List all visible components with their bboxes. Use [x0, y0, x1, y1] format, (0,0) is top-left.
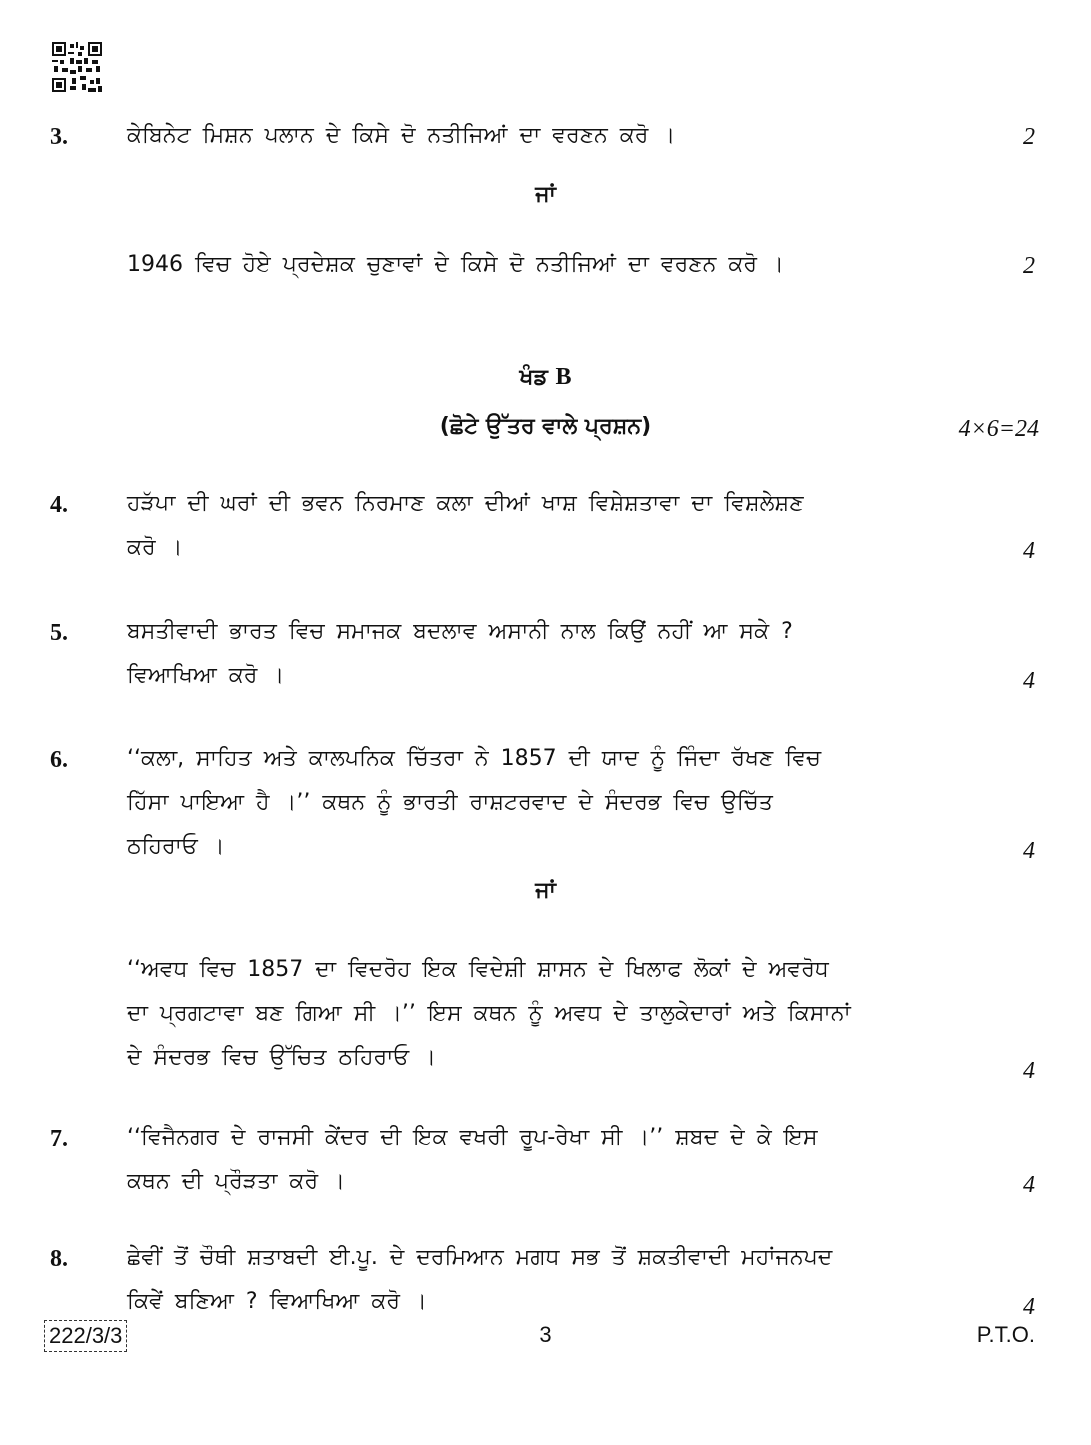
question-number-6: 6. — [50, 747, 68, 773]
question-4-marks: 4 — [1023, 538, 1035, 564]
question-7-line-2: ਕਥਨ ਦੀ ਪ੍ਰੌੜਤਾ ਕਰੋ । — [127, 1169, 345, 1194]
section-b-subtitle: (ਛੋਟੇ ਉੱਤਰ ਵਾਲੇ ਪ੍ਰਸ਼ਨ) — [439, 414, 652, 439]
question-number-8: 8. — [50, 1246, 68, 1272]
question-6-text — [127, 737, 982, 869]
question-5-marks: 4 — [1023, 668, 1035, 694]
question-6-alt-line-2: ਦਾ ਪ੍ਰਗਟਾਵਾ ਬਣ ਗਿਆ ਸੀ ।’’ ਇਸ ਕਥਨ ਨੂੰ ਅਵਧ ਦੇ ਤਾਲੁਕੇਦਾਰਾਂ ਅਤੇ ਕਿਸਾਨਾਂ — [127, 1001, 851, 1026]
question-number-5: 5. — [50, 620, 68, 646]
question-4-line-2: ਕਰੋ । — [127, 535, 183, 560]
question-3-marks: 2 — [1023, 124, 1035, 150]
section-title-letter: B — [555, 364, 572, 390]
paper-code: 222/3/3 — [44, 1320, 127, 1352]
question-8-marks: 4 — [1023, 1294, 1035, 1320]
question-7-line-1: ‘‘ਵਿਜੈਨਗਰ ਦੇ ਰਾਜਸੀ ਕੇਂਦਰ ਦੀ ਇਕ ਵਖਰੀ ਰੂਪ-ਰੇਖਾ ਸੀ ।’’ ਸ਼ਬਦ ਦੇ ਕੇ ਇਸ — [127, 1125, 818, 1150]
question-6-marks: 4 — [1023, 838, 1035, 864]
question-6-alt-line-1: ‘‘ਅਵਧ ਵਿਚ 1857 ਦਾ ਵਿਦਰੋਹ ਇਕ ਵਿਦੇਸ਼ੀ ਸ਼ਾਸਨ ਦੇ ਖਿਲਾਫ ਲੋਕਾਂ ਦੇ ਅਵਰੋਧ — [127, 957, 829, 982]
or-divider-q3: ਜਾਂ — [535, 182, 556, 207]
question-3-alt-marks: 2 — [1023, 253, 1035, 279]
qr-code-icon — [52, 42, 102, 92]
question-4-text — [127, 482, 982, 570]
pto-label: P.T.O. — [976, 1322, 1035, 1347]
question-5-text — [127, 610, 982, 698]
question-6-line-1: ‘‘ਕਲਾ, ਸਾਹਿਤ ਅਤੇ ਕਾਲਪਨਿਕ ਚਿੱਤਰਾ ਨੇ 1857 ਦੀ ਯਾਦ ਨੂੰ ਜਿੰਦਾ ਰੱਖਣ ਵਿਚ — [127, 746, 821, 771]
question-7-text — [127, 1116, 982, 1204]
question-8-line-2: ਕਿਵੇਂ ਬਣਿਆ ? ਵਿਆਖਿਆ ਕਰੋ । — [127, 1289, 427, 1314]
section-b-marks: 4×6=24 — [958, 416, 1039, 442]
question-6-alt-text — [127, 948, 982, 1080]
question-6-line-2: ਹਿੱਸਾ ਪਾਇਆ ਹੈ ।’’ ਕਥਨ ਨੂੰ ਭਾਰਤੀ ਰਾਸ਼ਟਰਵਾਦ ਦੇ ਸੰਦਰਭ ਵਿਚ ਉਚਿੱਤ — [127, 790, 773, 815]
question-8-line-1: ਛੇਵੀਂ ਤੋਂ ਚੌਥੀ ਸ਼ਤਾਬਦੀ ਈ.ਪੂ. ਦੇ ਦਰਮਿਆਨ ਮਗਧ ਸਭ ਤੋਂ ਸ਼ਕਤੀਵਾਦੀ ਮਹਾਂਜਨਪਦ — [127, 1245, 833, 1270]
question-3-text: ਕੇਬਿਨੇਟ ਮਿਸ਼ਨ ਪਲਾਨ ਦੇ ਕਿਸੇ ਦੋ ਨਤੀਜਿਆਂ ਦਾ ਵਰਣਨ ਕਰੋ । — [127, 123, 676, 148]
question-3-alt-text: 1946 ਵਿਚ ਹੋਏ ਪ੍ਰਦੇਸ਼ਕ ਚੁਣਾਵਾਂ ਦੇ ਕਿਸੇ ਦੋ ਨਤੀਜਿਆਂ ਦਾ ਵਰਣਨ ਕਰੋ । — [127, 252, 784, 277]
question-number-4: 4. — [50, 492, 68, 518]
question-4-line-1: ਹੜੱਪਾ ਦੀ ਘਰਾਂ ਦੀ ਭਵਨ ਨਿਰਮਾਣ ਕਲਾ ਦੀਆਂ ਖਾਸ਼ ਵਿਸ਼ੇਸ਼ਤਾਵਾ ਦਾ ਵਿਸ਼ਲੇਸ਼ਣ — [127, 491, 804, 516]
question-5-line-2: ਵਿਆਖਿਆ ਕਰੋ । — [127, 663, 285, 688]
question-number-3: 3. — [50, 124, 68, 150]
section-b-title — [0, 364, 1091, 391]
or-divider-q6: ਜਾਂ — [535, 878, 556, 903]
question-5-line-1: ਬਸਤੀਵਾਦੀ ਭਾਰਤ ਵਿਚ ਸਮਾਜਕ ਬਦਲਾਵ ਅਸਾਨੀ ਨਾਲ ਕਿਉਂ ਨਹੀਂ ਆ ਸਕੇ ? — [127, 619, 793, 644]
question-8-text — [127, 1236, 982, 1324]
page-number: 3 — [539, 1322, 552, 1347]
question-number-7: 7. — [50, 1126, 68, 1152]
question-6-alt-marks: 4 — [1023, 1058, 1035, 1084]
section-title-prefix: ਖੰਡ — [519, 365, 548, 390]
question-6-line-3: ਠਹਿਰਾਓ । — [127, 834, 225, 859]
question-6-alt-line-3: ਦੇ ਸੰਦਰਭ ਵਿਚ ਉੱਚਿਤ ਠਹਿਰਾਓ । — [127, 1045, 436, 1070]
question-7-marks: 4 — [1023, 1172, 1035, 1198]
